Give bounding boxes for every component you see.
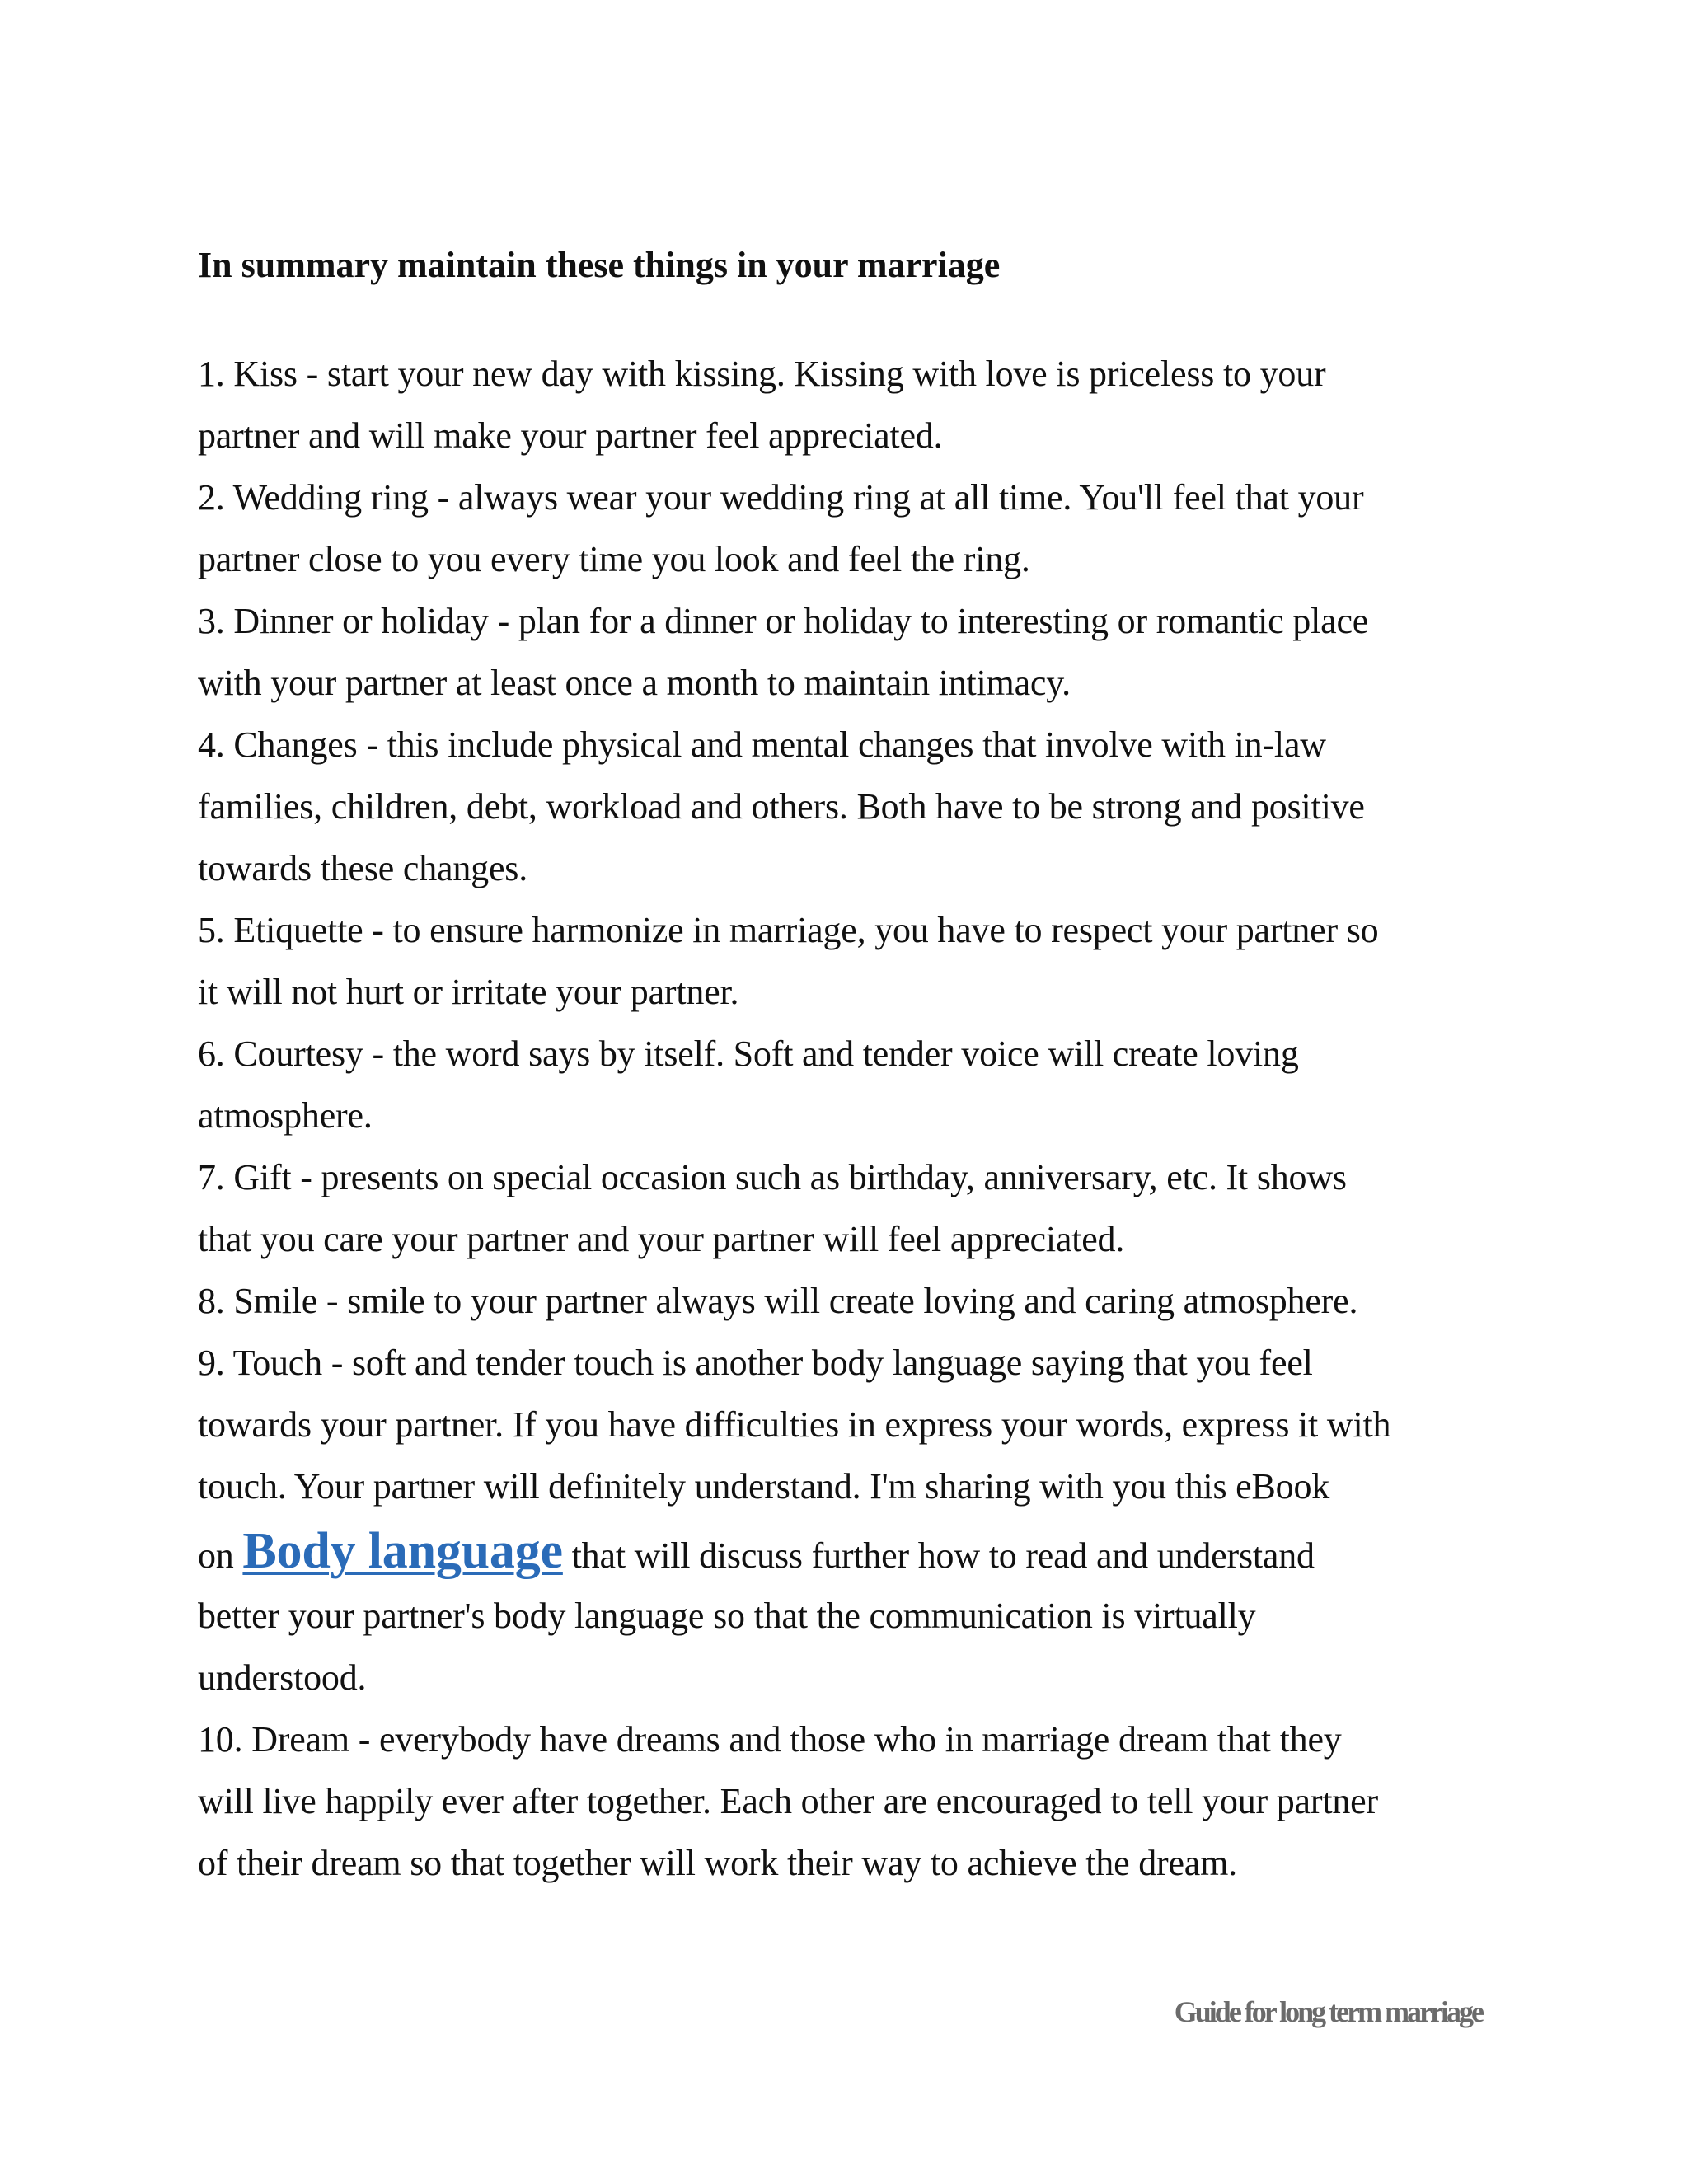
text-line: that you care your partner and your partner will feel appreciated. — [198, 1219, 1125, 1259]
text-line: of their dream so that together will work their way to achieve the dream. — [198, 1843, 1237, 1883]
body-language-link[interactable]: Body language — [242, 1523, 563, 1579]
text-line: 4. Changes - this include physical and mental changes that involve with in-law — [198, 724, 1326, 765]
page-footer: Guide for long term marriage — [1174, 1995, 1482, 2028]
text-line: will live happily ever after together. Each other are encouraged to tell your partner — [198, 1781, 1378, 1821]
summary-list — [198, 343, 1517, 1894]
text-line: 5. Etiquette - to ensure harmonize in marriage, you have to respect your partner so — [198, 910, 1379, 950]
text-line: towards these changes. — [198, 848, 528, 888]
text-line: it will not hurt or irritate your partner. — [198, 972, 739, 1012]
link-line-after: that will discuss further how to read and understand — [562, 1535, 1315, 1576]
text-line: atmosphere. — [198, 1095, 373, 1136]
text-line: 7. Gift - presents on special occasion such as birthday, anniversary, etc. It shows — [198, 1157, 1347, 1197]
text-line: 2. Wedding ring - always wear your wedding ring at all time. You'll feel that your — [198, 477, 1364, 518]
text-line: 6. Courtesy - the word says by itself. Soft and tender voice will create loving — [198, 1033, 1299, 1074]
text-line: understood. — [198, 1657, 367, 1698]
text-line: 8. Smile - smile to your partner always will create loving and caring atmosphere. — [198, 1281, 1358, 1321]
text-line: 1. Kiss - start your new day with kissing. Kissing with love is priceless to your — [198, 354, 1326, 394]
text-line-with-link — [198, 1517, 1517, 1585]
text-line: 9. Touch - soft and tender touch is another body language saying that you feel — [198, 1343, 1313, 1383]
text-line: 3. Dinner or holiday - plan for a dinner or holiday to interesting or romantic place — [198, 601, 1369, 641]
text-line: 10. Dream - everybody have dreams and those who in marriage dream that they — [198, 1719, 1342, 1760]
text-line: touch. Your partner will definitely understand. I'm sharing with you this eBook — [198, 1466, 1330, 1507]
text-line: families, children, debt, workload and others. Both have to be strong and positive — [198, 786, 1365, 827]
link-line-before: on — [198, 1535, 243, 1576]
text-line: better your partner's body language so that the communication is virtually — [198, 1596, 1256, 1636]
text-line: partner close to you every time you look and feel the ring. — [198, 539, 1030, 579]
text-line: partner and will make your partner feel appreciated. — [198, 415, 943, 456]
text-line: with your partner at least once a month to maintain intimacy. — [198, 663, 1071, 703]
page-heading: In summary maintain these things in your marriage — [198, 245, 1001, 285]
text-line: towards your partner. If you have difficulties in express your words, express it with — [198, 1404, 1391, 1445]
